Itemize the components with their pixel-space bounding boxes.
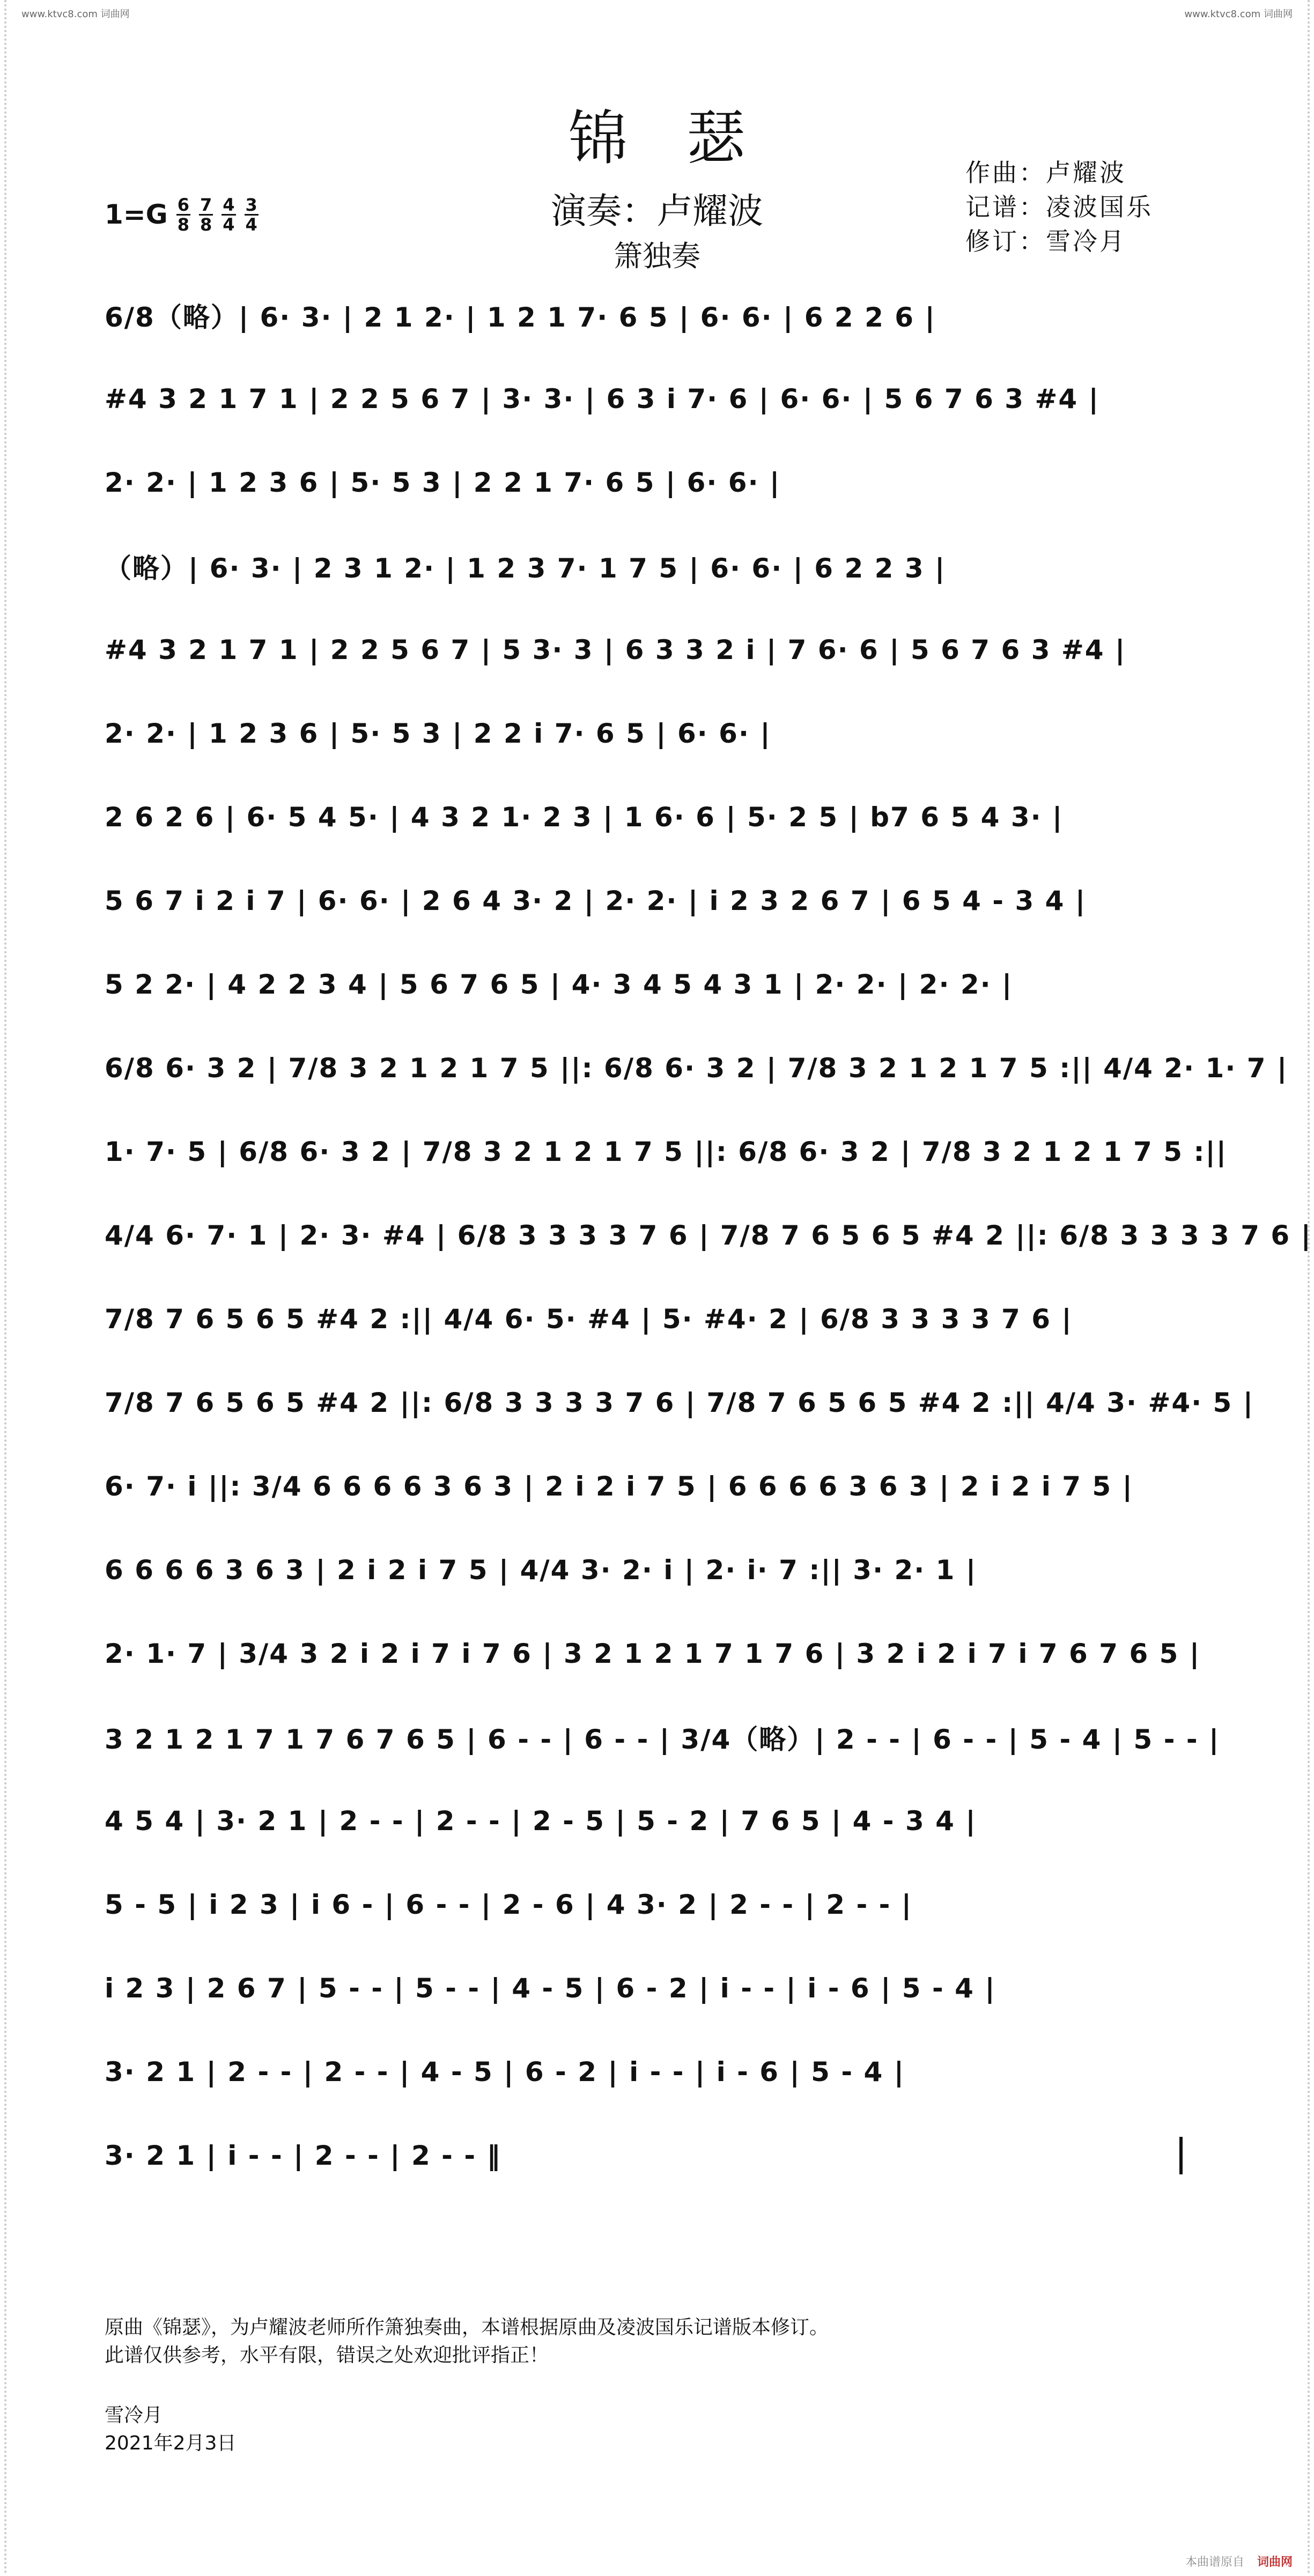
bottom-label: 本曲谱原自 xyxy=(1185,2556,1244,2569)
notation-credit: 记谱：凌波国乐 xyxy=(965,193,1153,221)
staff-line: 5 2 2· | 4 2 2 3 4 | 5 6 7 6 5 | 4· 3 4 5 4 3 1 | 2· 2· | 2· 2· | xyxy=(105,969,1013,1000)
staff-line: #4 3 2 1 7 1 | 2 2 5 6 7 | 3· 3· | 6 3 i 7· 6 | 6· 6· | 5 6 7 6 3 #4 | xyxy=(105,383,1099,414)
staff-line: 3 2 1 2 1 7 1 7 6 7 6 5 | 6 - - | 6 - - | 3/4（略）| 2 - - | 6 - - | 5 - 4 | 5 - - | xyxy=(105,1724,1220,1755)
meter-7-8: $\frac{7}{8}$ xyxy=(200,194,212,235)
staff-line: 3· 2 1 | 2 - - | 2 - - | 4 - 5 | 6 - 2 | i - - | i - 6 | 5 - 4 | xyxy=(105,2056,905,2088)
meter-4-4: $\frac{4}{4}$ xyxy=(223,194,235,235)
staff-line: 2 6 2 6 | 6· 5 4 5· | 4 3 2 1· 2 3 | 1 6· 6 | 5· 2 5 | b7 6 5 4 3· | xyxy=(105,802,1064,833)
staff-line: 1· 7· 5 | 6/8 6· 3 2 | 7/8 3 2 1 2 1 7 5 ||: 6/8 6· 3 2 | 7/8 3 2 1 2 1 7 5 :|| xyxy=(105,1136,1227,1167)
bottom-brand: 词曲网 xyxy=(1257,2556,1293,2569)
staff-line: 6/8 6· 3 2 | 7/8 3 2 1 2 1 7 5 ||: 6/8 6· 3 2 | 7/8 3 2 1 2 1 7 5 :|| 4/4 2· 1· 7 | xyxy=(105,1053,1288,1084)
staff-line: #4 3 2 1 7 1 | 2 2 5 6 7 | 5 3· 3 | 6 3 3 2 i | 7 6· 6 | 5 6 7 6 3 #4 | xyxy=(105,634,1126,665)
right-dotted-border xyxy=(1308,0,1310,2576)
date: 2021年2月3日 xyxy=(105,2432,237,2454)
staff-line: 7/8 7 6 5 6 5 #4 2 :|| 4/4 6· 5· #4 | 5· #4· 2 | 6/8 3 3 3 3 7 6 | xyxy=(105,1304,1073,1335)
staff-line: 2· 2· | 1 2 3 6 | 5· 5 3 | 2 2 i 7· 6 5 | 6· 6· | xyxy=(105,718,771,749)
site-watermark-right: www.ktvc8.com 词曲网 xyxy=(1184,9,1293,20)
key-signature xyxy=(105,190,259,239)
score-body xyxy=(105,273,1312,2197)
staff-line: 6· 7· i ||: 3/4 6 6 6 6 3 6 3 | 2 i 2 i 7 5 | 6 6 6 6 3 6 3 | 2 i 2 i 7 5 | xyxy=(105,1471,1133,1502)
revision-credit: 修订：雪冷月 xyxy=(965,227,1126,256)
staff-line: 6 6 6 6 3 6 3 | 2 i 2 i 7 5 | 4/4 3· 2· i | 2· i· 7 :|| 3· 2· 1 | xyxy=(105,1555,977,1586)
staff-line: 7/8 7 6 5 6 5 #4 2 ||: 6/8 3 3 3 3 7 6 | 7/8 7 6 5 6 5 #4 2 :|| 4/4 3· #4· 5 | xyxy=(105,1387,1254,1418)
signature: 雪冷月 xyxy=(105,2404,163,2426)
staff-line: 4 5 4 | 3· 2 1 | 2 - - | 2 - - | 2 - 5 | 5 - 2 | 7 6 5 | 4 - 3 4 | xyxy=(105,1805,977,1837)
performer-line: 演奏：卢耀波 xyxy=(551,190,763,232)
staff-line: 2· 1· 7 | 3/4 3 2 i 2 i 7 i 7 6 | 3 2 1 2 1 7 1 7 6 | 3 2 i 2 i 7 i 7 6 7 6 5 | xyxy=(105,1638,1201,1669)
staff-line: 4/4 6· 7· 1 | 2· 3· #4 | 6/8 3 3 3 3 7 6 | 7/8 7 6 5 6 5 #4 2 ||: 6/8 3 3 3 3 7 6 | xyxy=(105,1220,1312,1251)
left-dotted-border xyxy=(4,0,6,2576)
credits-block xyxy=(965,156,1153,258)
staff-line: i 2 3 | 2 6 7 | 5 - - | 5 - - | 4 - 5 | 6 - 2 | i - - | i - 6 | 5 - 4 | xyxy=(105,1973,996,2004)
staff-line-final: 3· 2 1 | i - - | 2 - - | 2 - - ‖ xyxy=(105,2114,1183,2197)
score-title: 锦瑟 xyxy=(569,104,804,173)
instrument-line: 箫独奏 xyxy=(614,239,700,273)
staff-line: 2· 2· | 1 2 3 6 | 5· 5 3 | 2 2 1 7· 6 5 | 6· 6· | xyxy=(105,467,781,498)
footer-note-2: 此谱仅供参考，水平有限，错误之处欢迎批评指正！ xyxy=(105,2344,549,2366)
meter-6-8: $\frac{6}{8}$ xyxy=(177,194,189,235)
composer-credit: 作曲：卢耀波 xyxy=(965,158,1126,187)
bottom-watermark xyxy=(1185,2553,1293,2570)
site-watermark-left: www.ktvc8.com 词曲网 xyxy=(21,9,130,20)
key-label: 1=G xyxy=(105,199,168,230)
footer-notes xyxy=(105,2314,829,2457)
staff-line: （略）| 6· 3· | 2 3 1 2· | 1 2 3 7· 1 7 5 | 6· 6· | 6 2 2 3 | xyxy=(105,553,946,584)
meter-3-4: $\frac{3}{4}$ xyxy=(245,194,257,235)
staff-line: 5 6 7 i 2 i 7 | 6· 6· | 2 6 4 3· 2 | 2· 2· | i 2 3 2 6 7 | 6 5 4 - 3 4 | xyxy=(105,885,1087,916)
staff-line: 5 - 5 | i 2 3 | i 6 - | 6 - - | 2 - 6 | 4 3· 2 | 2 - - | 2 - - | xyxy=(105,1889,913,1920)
final-barline xyxy=(1179,2137,1183,2174)
footer-note-1: 原曲《锦瑟》，为卢耀波老师所作箫独奏曲，本谱根据原曲及凌波国乐记谱版本修订。 xyxy=(105,2316,829,2338)
staff-line: 6/8（略）| 6· 3· | 2 1 2· | 1 2 1 7· 6 5 | 6· 6· | 6 2 2 6 | xyxy=(105,302,936,333)
